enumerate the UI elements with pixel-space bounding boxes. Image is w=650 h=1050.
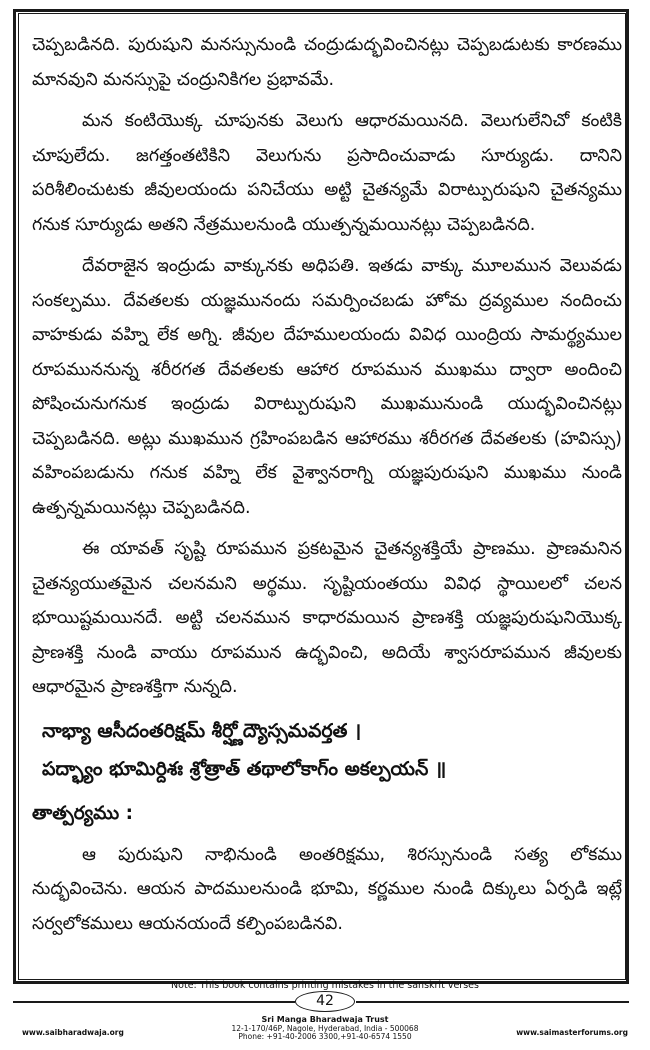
- meaning-paragraph: ఆ పురుషుని నాభినుండి అంతరిక్షము, శిరస్సునుండి సత్య లోకము నుద్భవించెను. ఆయన పాదములనుండి భూమి, కర్ణముల నుండి దిక్కులు ఏర్పడి ఇట్లే సర్వలోకములు ఆయనయందే కల్పింపబడినవి.: [32, 844, 622, 934]
- website-link-left[interactable]: www.saibharadwaja.org: [22, 1028, 124, 1037]
- website-link-right[interactable]: www.saimasterforums.org: [516, 1028, 628, 1037]
- trust-name: Sri Manga Bharadwaja Trust: [261, 1015, 389, 1024]
- paragraph-continuation: చెప్పబడినది. పురుషుని మనస్సునుండి చంద్రుడుద్భవించినట్లు చెప్పబడుటకు కారణము మానవుని మనస్సుపై చంద్రునికిగల ప్రభావమే.: [32, 35, 622, 90]
- footer: [0, 1016, 650, 1048]
- page-content: [32, 28, 622, 948]
- paragraph-prana: ఈ యావత్ సృష్టి రూపమున ప్రకటమైన చైతన్యశక్తియే ప్రాణము. ప్రాణమనిన చైతన్యయుతమైన చలనమని అర్థము. సృష్టియంతయు వివిధ స్థాయిలలో చలన భూయిష్టమయినదే. అట్టి చలనమున కాధారమయిన ప్రాణశక్తి యజ్ఞపురుషునియొక్క ప్రాణశక్తి నుండి వాయు రూపమున ఉద్భవించి, అదియే శ్వాసరూపమున జీవులకు ఆధారమైన ప్రాణశక్తిగా నున్నది.: [32, 539, 622, 697]
- paragraph-indra-agni: దేవరాజైన ఇంద్రుడు వాక్కునకు అధిపతి. ఇతడు వాక్కు మూలమున వెలువడు సంకల్పము. దేవతలకు యజ్ఞమునందు సమర్పించబడు హోమ ద్రవ్యముల నందించు వాహకుడు వహ్ని లేక అగ్ని. జీవుల దేహములయందు వివిధ యింద్రియ సామర్థ్యముల రూపముననున్న శరీరగత దేవతలకు ఆహార రూపమున ముఖము ద్వారా అందించి పోషించునుగనుక ఇంద్రుడు విరాట్పురుషుని ముఖమునుండి యుద్భవించినట్లు చెప్పబడినది. అట్లు ముఖమున గ్రహింపబడిన ఆహారము శరీరగత దేవతలకు (హవిస్సు) వహింపబడును గనుక వహ్ని లేక వైశ్వానరాగ్ని యజ్ఞపురుషుని ముఖము నుండి ఉత్పన్నమయినట్లు చెప్పబడినది.: [32, 256, 622, 518]
- divider-right: [356, 1001, 629, 1003]
- verse-line-1: నాభ్యా ఆసీదంతరిక్షమ్ శీర్ష్ణోద్యౌస్సమవర్తత ।: [42, 719, 362, 742]
- paragraph-eye-sun: మన కంటియొక్క చూపునకు వెలుగు ఆధారమయినది. వెలుగులేనిచో కంటికి చూపులేదు. జగత్తంతటికిని వెలుగును ప్రసాదించువాడు సూర్యుడు. దానిని పరిశీలించుటకు జీవులయందు పనిచేయు అట్టి చైతన్యమే విరాట్పురుషుని చైతన్యము గనుక సూర్యుడు అతని నేత్రములనుండి యుత్పన్నమయినట్లు చెప్పబడినది.: [32, 111, 622, 235]
- printing-note: Note: This book contains printing mistakes in the sanskrit verses: [171, 980, 479, 991]
- page-number: 42: [295, 991, 355, 1012]
- verse-line-2: పద్భ్యాం భూమిర్దిశః శ్రోత్రాత్ తథాలోకాగ్ం అకల్పయన్ ॥: [42, 757, 447, 780]
- trust-phone: Phone: +91-40-2006 3300,+91-40-6574 1550: [238, 1032, 412, 1041]
- sanskrit-verse: [32, 712, 622, 788]
- trust-contact-block: [190, 1016, 460, 1042]
- divider-left: [13, 1001, 295, 1003]
- page-number-bar: [0, 991, 650, 1013]
- trust-address: 12-1-170/46P, Nagole, Hyderabad, India - 500068: [231, 1023, 419, 1033]
- meaning-heading: తాత్పర్యము :: [32, 802, 133, 824]
